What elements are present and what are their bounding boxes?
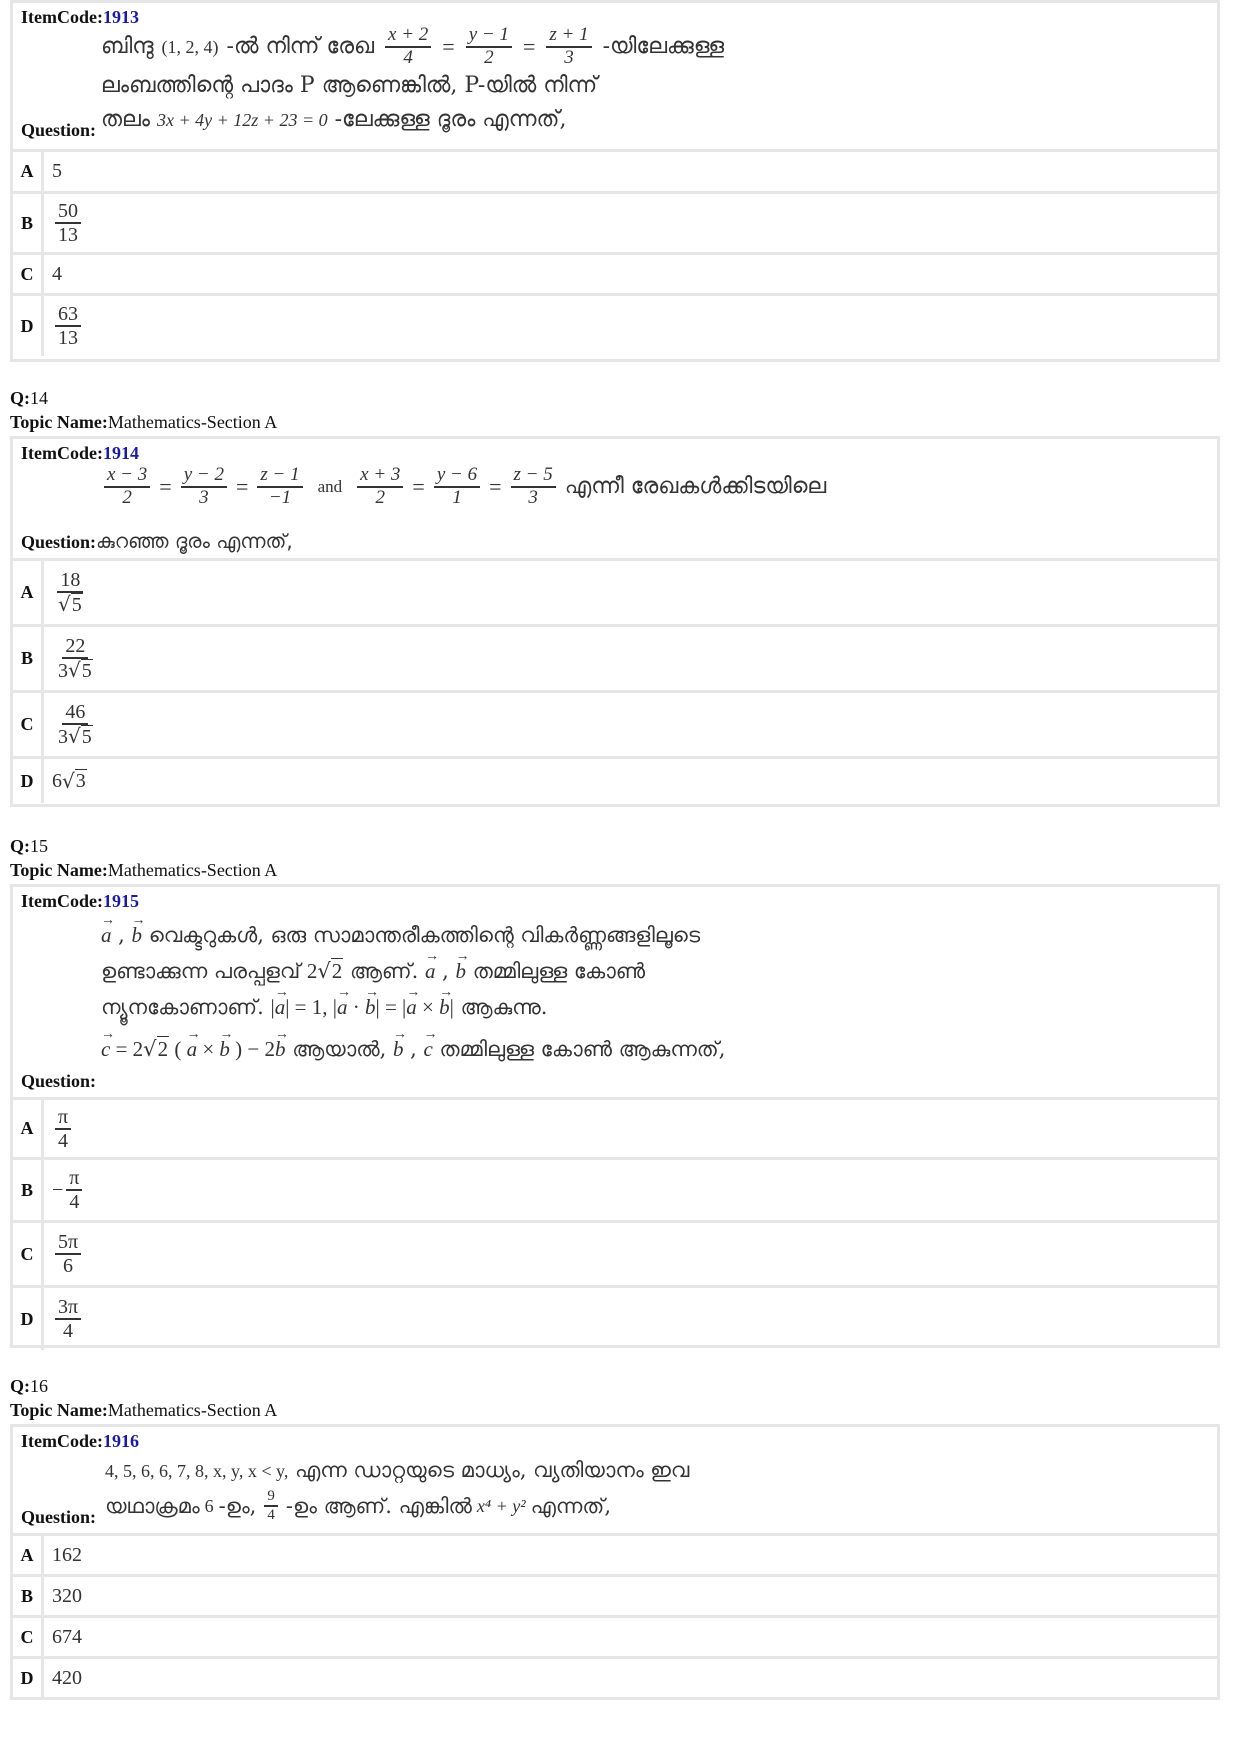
question-text — [101, 465, 826, 509]
question-card-1915 — [10, 884, 1220, 1348]
question-line-1: $\frac{x - 3}{2}$ = $\frac{y - 2}{3}$ = $\frac{z - 1}{-1}$ and $\frac{x + 3}{2}$ = $\frac{y - 6}{1}$ = $\frac{z - 5}{3}$ എന്നീ രേഖകൾക്കിടയിലെ — [101, 465, 826, 509]
option-b[interactable]: B $\frac{22}{3√5}$ — [13, 627, 1217, 693]
option-d[interactable]: D $\frac{63}{13}$ — [13, 296, 1217, 356]
topic-name: Topic Name:Mathematics-Section A — [10, 412, 278, 432]
question-number: Q:16 — [10, 1376, 48, 1396]
topic-name: Topic Name:Mathematics-Section A — [10, 860, 278, 880]
option-d[interactable]: D $\frac{3\pi}{4}$ — [13, 1288, 1217, 1350]
question-card-1914 — [10, 436, 1220, 807]
option-b[interactable]: B 320 — [13, 1577, 1217, 1618]
option-c[interactable]: C $\frac{46}{3√5}$ — [13, 693, 1217, 759]
question-label: Question: — [21, 120, 97, 140]
topic-name: Topic Name:Mathematics-Section A — [10, 1400, 278, 1420]
option-c[interactable]: C 4 — [13, 255, 1217, 296]
option-c[interactable]: C $\frac{5\pi}{6}$ — [13, 1223, 1217, 1288]
question-text — [105, 1453, 689, 1523]
question-number: Q:15 — [10, 836, 48, 856]
question-text — [101, 25, 724, 137]
question-line-1: ബിന്ദു (1, 2, 4) -ൽ നിന്ന് രേഖ $\frac{x + 2}{4}$ = $\frac{y - 1}{2}$ = $\frac{z + 1}{3}$ -യിലേക്കുള്ള — [101, 24, 725, 68]
option-a[interactable]: A 162 — [13, 1536, 1217, 1577]
question-card-1916 — [10, 1424, 1220, 1700]
item-code: ItemCode:1913 — [21, 7, 139, 27]
question-cell — [13, 1427, 1217, 1536]
question-cell — [13, 3, 1217, 152]
option-b[interactable]: B − $\frac{\pi}{4}$ — [13, 1160, 1217, 1223]
question-card-1913 — [10, 0, 1220, 362]
question-line-2: യഥാക്രമം 6 -ഉം, $\frac{9}{4}$ -ഉം ആണ്. എങ്കിൽ x⁴ + y² എന്നത്, — [105, 1488, 612, 1523]
question-line-2: ലംബത്തിന്റെ പാദം P ആണെങ്കിൽ, P-യിൽ നിന്ന് — [101, 72, 598, 98]
option-a[interactable]: A $\frac{18}{√5}$ — [13, 561, 1217, 627]
question-line-3: ന്യൂനകോണാണ്. |→ a| = 1, |→ a · → b| = |→ a × → b| ആകുന്നു. — [101, 989, 725, 1025]
item-code: ItemCode:1916 — [21, 1431, 139, 1451]
question-line-3: തലം 3x + 4y + 12z + 23 = 0 -ലേക്കുള്ള ദൂരം എന്നത്, — [101, 106, 567, 132]
question-number: Q:14 — [10, 388, 48, 408]
question-line-2: ഉണ്ടാക്കുന്ന പരപ്പളവ് 2√2 ആണ്. → a , → b തമ്മിലുള്ള കോൺ — [101, 953, 725, 989]
option-d[interactable]: D 420 — [13, 1659, 1217, 1697]
question-cell — [13, 887, 1217, 1100]
question-line-1: 4, 5, 6, 6, 7, 8, x, y, x < y, എന്ന ഡാറ്റയുടെ മാധ്യം, വ്യതിയാനം ഇവ — [105, 1458, 690, 1482]
option-b[interactable]: B $\frac{50}{13}$ — [13, 194, 1217, 255]
question-cell — [13, 439, 1217, 561]
question-line-4: → c = 2√2 ( → a × → b ) − 2→ b ആയാൽ, → b , → c തമ്മിലുള്ള കോൺ ആകുന്നത്, — [101, 1031, 725, 1067]
question-label: Question: — [21, 1071, 97, 1091]
item-code: ItemCode:1914 — [21, 443, 139, 463]
option-d[interactable]: D 6 √ 3 — [13, 759, 1217, 803]
question-label: Question: — [21, 1507, 97, 1527]
option-a[interactable]: A $\frac{\pi}{4}$ — [13, 1100, 1217, 1160]
item-code: ItemCode:1915 — [21, 891, 139, 911]
question-line-1: → a , → b വെക്ടറുകൾ, ഒരു സാമാന്തരീകത്തിന്റെ വികർണ്ണങ്ങളിലൂടെ — [101, 917, 725, 953]
option-a[interactable]: A 5 — [13, 152, 1217, 194]
question-label: Question:കുറഞ്ഞ ദൂരം എന്നത്, — [21, 529, 293, 553]
option-c[interactable]: C 674 — [13, 1618, 1217, 1659]
question-text — [101, 917, 725, 1067]
